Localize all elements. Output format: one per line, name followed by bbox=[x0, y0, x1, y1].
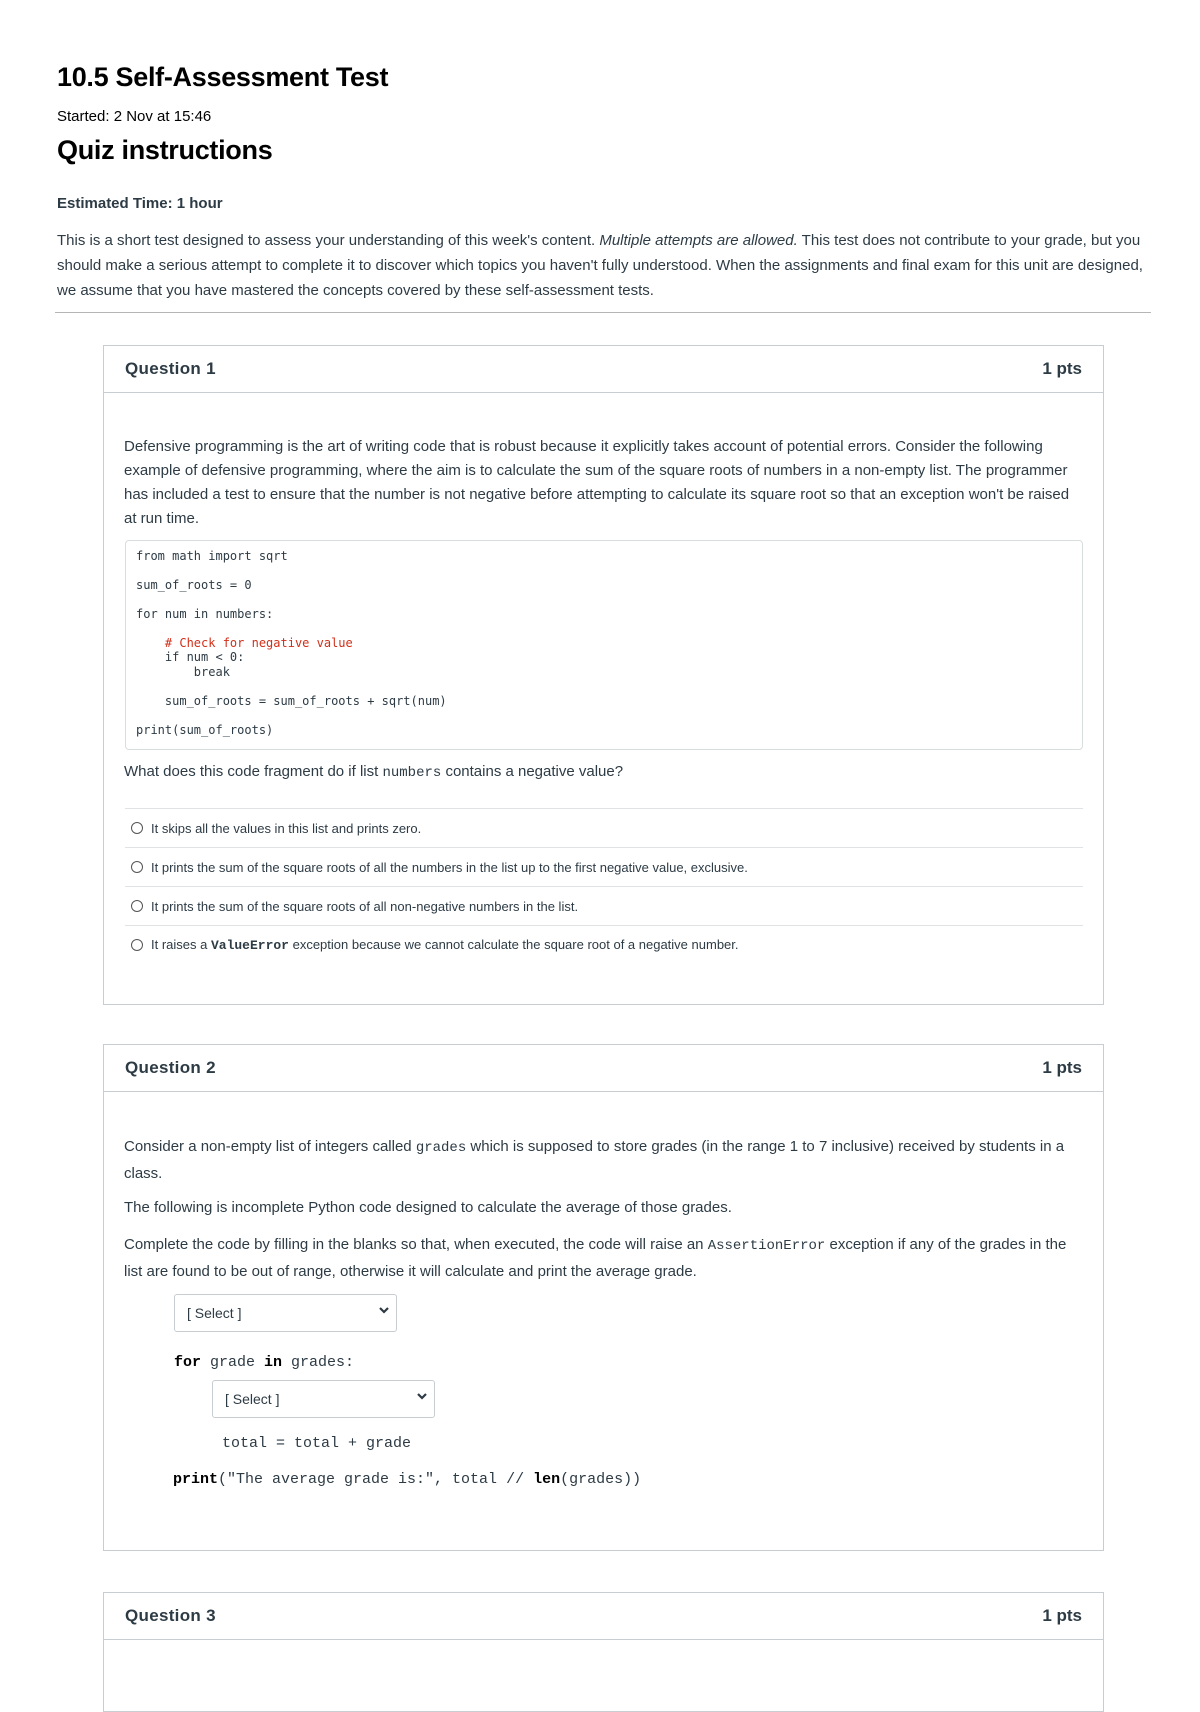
question-1 bbox=[103, 345, 1104, 1005]
estimated-time: Estimated Time: 1 hour bbox=[57, 195, 223, 212]
code-line: for num in numbers: bbox=[136, 607, 274, 621]
p1-text: Consider a non-empty list of integers called bbox=[124, 1138, 416, 1155]
answer-label: It prints the sum of the square roots of all the numbers in the list up to the first negative value, exclusive. bbox=[151, 859, 748, 875]
code-line: break bbox=[136, 665, 230, 679]
blank-select-1[interactable] bbox=[174, 1294, 397, 1332]
keyword-print: print bbox=[173, 1471, 219, 1488]
keyword-for: for bbox=[174, 1354, 202, 1371]
question-paragraph-1 bbox=[124, 1134, 1084, 1186]
desc-italic: Multiple attempts are allowed. bbox=[599, 232, 798, 249]
code-text: grades: bbox=[282, 1354, 355, 1371]
select-value: [ Select ] bbox=[187, 1305, 242, 1321]
prompt-text: What does this code fragment do if list bbox=[124, 763, 383, 780]
prompt-text-end: contains a negative value? bbox=[441, 763, 624, 780]
answer-option-1[interactable] bbox=[125, 808, 1083, 847]
question-title: Question 2 bbox=[125, 1058, 216, 1077]
code-text: ("The average grade is:", total // bbox=[218, 1471, 534, 1488]
question-header bbox=[104, 1045, 1103, 1092]
divider bbox=[55, 312, 1151, 313]
answer-option-4[interactable] bbox=[125, 925, 1083, 964]
started-timestamp: Started: 2 Nov at 15:46 bbox=[57, 108, 212, 125]
question-header bbox=[104, 346, 1103, 393]
radio-button[interactable] bbox=[131, 861, 143, 873]
instructions-heading: Quiz instructions bbox=[57, 135, 273, 165]
chevron-down-icon bbox=[416, 1390, 428, 1405]
keyword-in: in bbox=[264, 1354, 283, 1371]
answer-label bbox=[151, 937, 739, 953]
code-comment: # Check for negative value bbox=[136, 636, 353, 650]
p3-text-end: exception if any of the grades in the list are found to be out of range, otherwise it will calculate and print the average grade. bbox=[124, 1236, 1067, 1280]
radio-button[interactable] bbox=[131, 900, 143, 912]
answer-label: It prints the sum of the square roots of all non-negative numbers in the list. bbox=[151, 898, 579, 914]
prompt-code: numbers bbox=[382, 765, 442, 781]
question-title: Question 3 bbox=[125, 1606, 216, 1625]
question-header bbox=[104, 1593, 1103, 1640]
code-text: (grades)) bbox=[560, 1471, 642, 1488]
answer-option-2[interactable] bbox=[125, 847, 1083, 886]
code-print-line bbox=[173, 1471, 641, 1488]
p1-text-end: which is supposed to store grades (in the range 1 to 7 inclusive) received by students in a class. bbox=[124, 1138, 1065, 1182]
chevron-down-icon bbox=[378, 1304, 390, 1319]
question-points: 1 pts bbox=[1042, 359, 1082, 378]
blank-select-2[interactable] bbox=[212, 1380, 435, 1418]
code-for-line bbox=[174, 1354, 354, 1371]
code-line: sum_of_roots = sum_of_roots + sqrt(num) bbox=[136, 694, 447, 708]
question-intro: Defensive programming is the art of writing code that is robust because it explicitly takes account of potential errors. Consider the following example of defensive programming, where the aim is to calculate the sum of the square roots of numbers in a non-empty list. The programmer has included a test to ensure that the number is not negative before attempting to calculate its square root so that an exception won't be raised at run time. bbox=[124, 438, 1070, 527]
question-3 bbox=[103, 1592, 1104, 1712]
p1-code: grades bbox=[415, 1140, 467, 1156]
code-line: print(sum_of_roots) bbox=[136, 723, 274, 737]
code-block bbox=[125, 540, 1083, 750]
question-points: 1 pts bbox=[1042, 1606, 1082, 1625]
question-title: Question 1 bbox=[125, 359, 216, 378]
answer-code: ValueError bbox=[210, 938, 289, 953]
answer-text: It raises a bbox=[151, 937, 211, 952]
code-text: grade bbox=[201, 1354, 265, 1371]
answer-option-3[interactable] bbox=[125, 886, 1083, 925]
page-title: 10.5 Self-Assessment Test bbox=[57, 62, 389, 92]
question-2 bbox=[103, 1044, 1104, 1551]
code-line: from math import sqrt bbox=[136, 549, 288, 563]
code-line: sum_of_roots = 0 bbox=[136, 578, 252, 592]
desc-part1: This is a short test designed to assess your understanding of this week's content. bbox=[57, 232, 600, 249]
radio-button[interactable] bbox=[131, 939, 143, 951]
question-prompt bbox=[124, 759, 1084, 786]
radio-button[interactable] bbox=[131, 822, 143, 834]
answer-label: It skips all the values in this list and prints zero. bbox=[151, 820, 422, 836]
keyword-len: len bbox=[533, 1471, 561, 1488]
code-total-line: total = total + grade bbox=[222, 1435, 412, 1452]
p3-text: Complete the code by filling in the blanks so that, when executed, the code will raise an bbox=[124, 1236, 708, 1253]
code-line: if num < 0: bbox=[136, 650, 245, 664]
question-paragraph-3 bbox=[124, 1232, 1084, 1284]
question-paragraph-2: The following is incomplete Python code designed to calculate the average of those grades. bbox=[124, 1199, 732, 1216]
desc-part2: This test does not contribute to your grade, but you should make a serious attempt to complete it to discover which topics you haven't fully understood. When the assignments and final exam for this unit are designed, we assume that you have mastered the concepts covered by these self-assessment tests. bbox=[57, 232, 1143, 299]
instructions-text bbox=[57, 228, 1147, 303]
p3-code: AssertionError bbox=[707, 1238, 826, 1254]
answer-text-end: exception because we cannot calculate the square root of a negative number. bbox=[288, 937, 739, 952]
answer-list bbox=[125, 808, 1083, 964]
select-value: [ Select ] bbox=[225, 1391, 280, 1407]
question-points: 1 pts bbox=[1042, 1058, 1082, 1077]
